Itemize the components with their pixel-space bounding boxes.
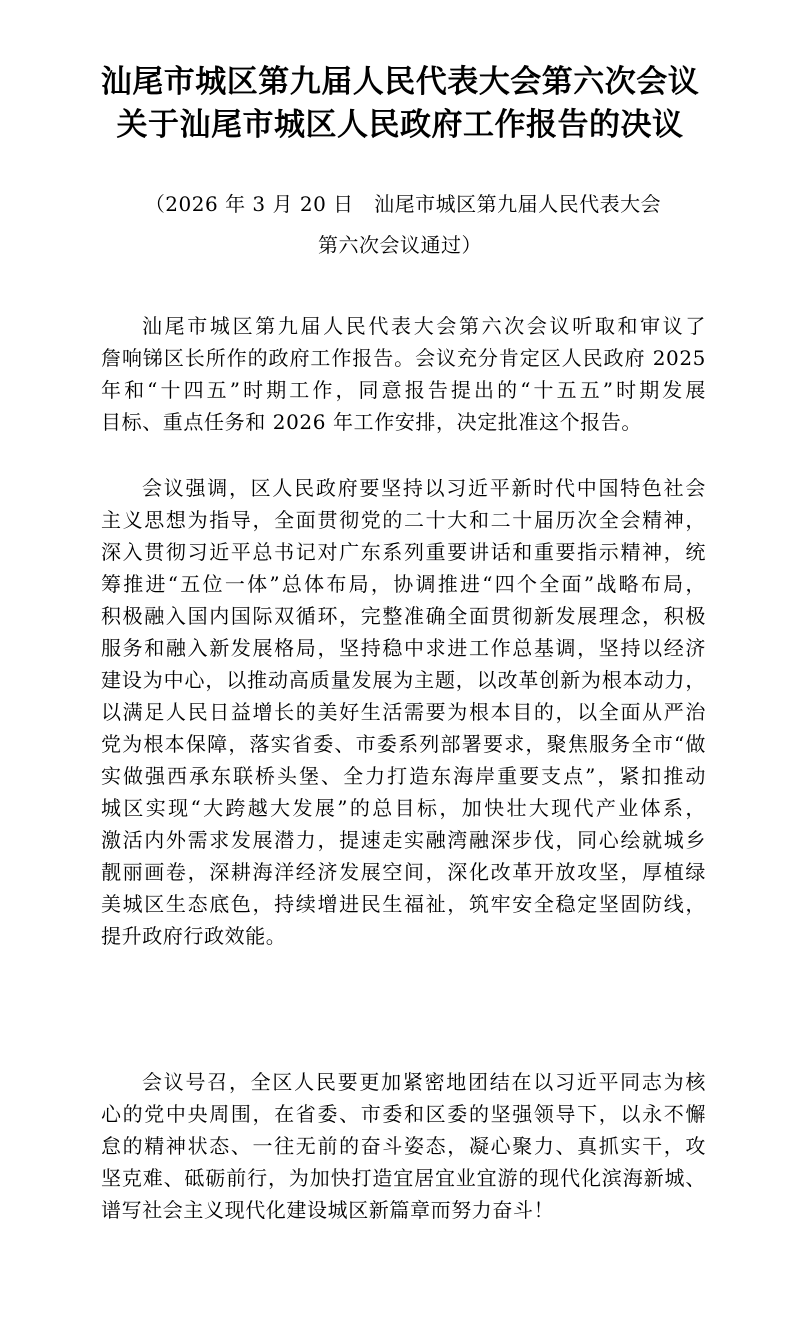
paragraph-line: 深入贯彻习近平总书记对广东系列重要讲话和重要指示精神，统 [101,540,706,564]
paragraph-line: 积极融入国内国际双循环，完整准确全面贯彻新发展理念，积极 [101,604,706,628]
paragraph-line: 靓丽画卷，深耕海洋经济发展空间，深化改革开放攻坚，厚植绿 [101,860,706,884]
paragraph-line: 筹推进“五位一体”总体布局，协调推进“四个全面”战略布局， [101,572,706,596]
paragraph-line: 党为根本保障，落实省委、市委系列部署要求，聚焦服务全市“做 [101,732,706,756]
document-subtitle-line-1: （2026 年 3 月 20 日 汕尾市城区第九届人民代表大会 [144,192,662,216]
paragraph-1 [101,310,706,438]
paragraph-line: 会议号召，全区人民要更加紧密地团结在以习近平同志为核 [142,1070,706,1094]
paragraph-line: 詹响锑区长所作的政府工作报告。会议充分肯定区人民政府 2025 [101,346,706,370]
paragraph-line: 实做强西承东联桥头堡、全力打造东海岸重要支点”，紧扣推动 [101,764,706,788]
paragraph-line: 城区实现“大跨越大发展”的总目标，加快壮大现代产业体系， [101,796,706,820]
document-subtitle-line-2: 第六次会议通过） [318,233,482,257]
paragraph-line: 提升政府行政效能。 [101,924,287,948]
paragraph-line: 激活内外需求发展潜力，提速走实融湾融深步伐，同心绘就城乡 [101,828,706,852]
paragraph-line: 心的党中央周围，在省委、市委和区委的坚强领导下，以永不懈 [101,1102,706,1126]
paragraph-line: 主义思想为指导，全面贯彻党的二十大和二十届历次全会精神， [101,508,706,532]
paragraph-line: 汕尾市城区第九届人民代表大会第六次会议听取和审议了 [142,314,706,338]
paragraph-line: 美城区生态底色，持续增进民生福祉，筑牢安全稳定坚固防线， [101,892,706,916]
paragraph-line: 服务和融入新发展格局，坚持稳中求进工作总基调，坚持以经济 [101,636,706,660]
paragraph-line: 以满足人民日益增长的美好生活需要为根本目的，以全面从严治 [101,700,706,724]
document-title-line-1: 汕尾市城区第九届人民代表大会第六次会议 [100,64,700,100]
paragraph-3 [101,1066,706,1226]
paragraph-2 [101,472,706,952]
paragraph-line: 谱写社会主义现代化建设城区新篇章而努力奋斗！ [101,1198,555,1222]
paragraph-line: 怠的精神状态、一往无前的奋斗姿态，凝心聚力、真抓实干，攻 [101,1134,706,1158]
paragraph-line: 年和“十四五”时期工作，同意报告提出的“十五五”时期发展 [101,378,706,402]
paragraph-line: 目标、重点任务和 2026 年工作安排，决定批准这个报告。 [101,410,643,434]
document-title-line-2: 关于汕尾市城区人民政府工作报告的决议 [116,107,684,143]
paragraph-line: 坚克难、砥砺前行，为加快打造宜居宜业宜游的现代化滨海新城、 [101,1166,706,1190]
paragraph-line: 建设为中心，以推动高质量发展为主题，以改革创新为根本动力， [101,668,706,692]
paragraph-line: 会议强调，区人民政府要坚持以习近平新时代中国特色社会 [142,476,706,500]
